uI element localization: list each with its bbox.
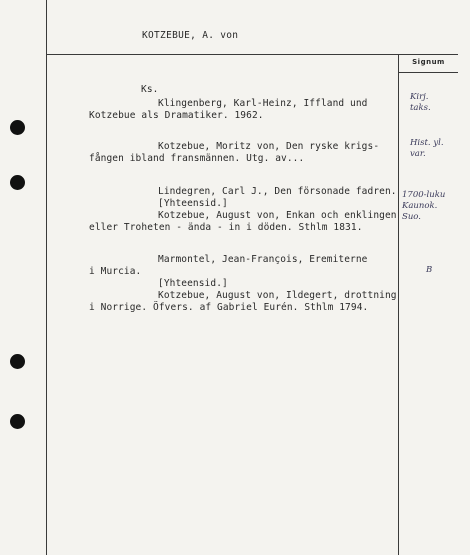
- entry-1-line-3: Kotzebue als Dramatiker. 1962.: [89, 110, 264, 121]
- entry-1-line-1: Ks.: [141, 84, 159, 95]
- punch-hole: [10, 354, 25, 369]
- handwritten-note: B: [426, 265, 433, 275]
- entry-4-line-2: i Murcia.: [89, 266, 142, 277]
- entry-3-line-2: [Yhteensid.]: [158, 198, 228, 209]
- entry-4-line-3: [Yhteensid.]: [158, 278, 228, 289]
- entry-4-line-1: Marmontel, Jean-François, Eremiterne: [158, 254, 368, 265]
- entry-2-line-1: Kotzebue, Moritz von, Den ryske krigs-: [158, 141, 380, 152]
- top-rule: [46, 54, 458, 55]
- entry-3-line-4: eller Troheten - ända - in i döden. Sthlm 1831.: [89, 222, 363, 233]
- handwritten-note: Hist. yl. var.: [410, 138, 444, 159]
- left-margin-line: [46, 0, 47, 555]
- entry-4-line-5: i Norrige. Öfvers. af Gabriel Eurén. Sthlm 1794.: [89, 302, 369, 313]
- handwritten-note: 1700-luku Kaunok. Suo.: [402, 190, 446, 222]
- entry-2-line-2: fången ibland fransmännen. Utg. av...: [89, 153, 305, 164]
- entry-4-line-4: Kotzebue, August von, Ildegert, drottning: [158, 290, 397, 301]
- card-heading: KOTZEBUE, A. von: [142, 30, 239, 41]
- entry-1-line-2: Klingenberg, Karl-Heinz, Iffland und: [158, 98, 368, 109]
- entry-3-line-3: Kotzebue, August von, Enkan och enklingen: [158, 210, 397, 221]
- punch-hole: [10, 175, 25, 190]
- handwritten-note: Kirj. taks.: [410, 92, 431, 113]
- signum-header-rule: [398, 72, 458, 73]
- signum-label: Signum: [412, 58, 445, 66]
- punch-hole: [10, 414, 25, 429]
- signum-column-line: [398, 54, 399, 555]
- entry-3-line-1: Lindegren, Carl J., Den försonade fadren.: [158, 186, 397, 197]
- punch-hole: [10, 120, 25, 135]
